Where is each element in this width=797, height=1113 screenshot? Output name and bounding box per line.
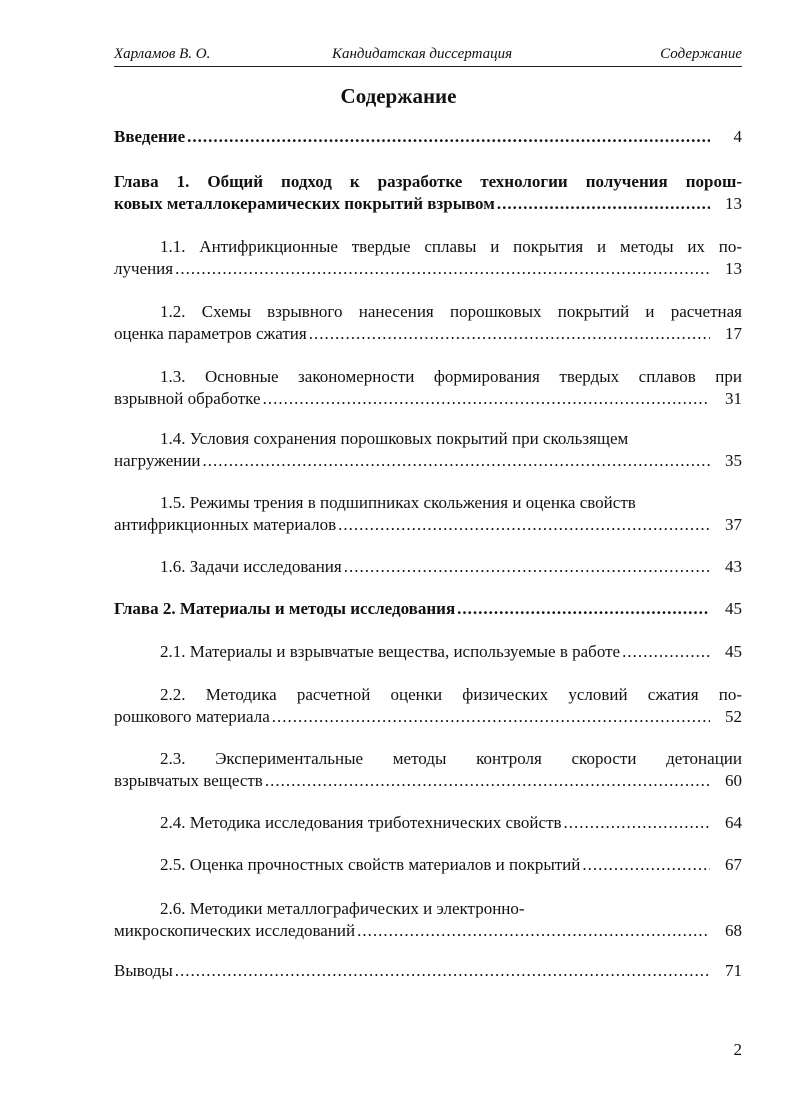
- toc-leader-dots: [457, 598, 710, 620]
- toc-entry-page: 37: [725, 515, 742, 534]
- toc-entry-text: 2.5. Оценка прочностных свойств материалов и покрытий: [160, 855, 581, 874]
- toc-leader-dots: [265, 770, 710, 792]
- toc-leader-dots: [564, 812, 710, 834]
- toc-entry-page: 52: [725, 707, 742, 726]
- toc-entry-text: антифрикционных материалов: [114, 515, 337, 534]
- running-header: [114, 44, 742, 67]
- toc-entry-text: 1.6. Задачи исследования: [160, 557, 342, 576]
- toc-leader-dots: [582, 854, 710, 876]
- toc-entry-page: 45: [725, 642, 742, 661]
- toc-entry-text: Глава 1. Общий подход к разработке технологии получения порош-: [114, 172, 742, 191]
- toc-entry-page: 71: [725, 961, 742, 980]
- header-section: Содержание: [660, 46, 742, 62]
- toc-entry-page: 64: [725, 813, 742, 832]
- page-title: Содержание: [340, 84, 457, 108]
- toc-entry-text: взрывной обработке: [114, 389, 261, 408]
- toc-entry-text: ковых металлокерамических покрытий взрывом: [114, 194, 495, 213]
- toc-leader-dots: [175, 960, 710, 982]
- toc-entry-text: 1.2. Схемы взрывного нанесения порошковых покрытий и расчетная: [160, 302, 742, 321]
- toc-entry-text: Глава 2. Материалы и методы исследования: [114, 599, 456, 618]
- toc-leader-dots: [187, 126, 710, 148]
- toc-leader-dots: [497, 193, 710, 215]
- toc-entry-page: 35: [725, 451, 742, 470]
- toc-entry-text: Введение: [114, 127, 186, 146]
- toc-leader-dots: [344, 556, 710, 578]
- toc-entry-page: 17: [725, 324, 742, 343]
- toc-leader-dots: [622, 641, 710, 663]
- header-doc-type: Кандидатская диссертация: [332, 46, 513, 62]
- toc-entry-text: Выводы: [114, 961, 173, 980]
- toc-entry-text: 1.5. Режимы трения в подшипниках скольжения и оценка свойств: [160, 493, 636, 512]
- toc-leader-dots: [203, 450, 710, 472]
- toc-entry-page: 31: [725, 389, 742, 408]
- toc-entry-text: 1.3. Основные закономерности формирования твердых сплавов при: [160, 367, 742, 386]
- toc-entry-text: рошкового материала: [114, 707, 270, 726]
- toc-entry-page: 45: [725, 599, 742, 618]
- toc-entry-text: 2.4. Методика исследования триботехнических свойств: [160, 813, 562, 832]
- toc-leader-dots: [263, 388, 710, 410]
- toc-leader-dots: [309, 323, 710, 345]
- toc-entry-text: микроскопических исследований: [114, 921, 356, 940]
- toc-entry-text: 1.4. Условия сохранения порошковых покрытий при скользящем: [160, 429, 629, 448]
- toc-entry-text: 2.1. Материалы и взрывчатые вещества, используемые в работе: [160, 642, 621, 661]
- toc-entry-text: 2.6. Методики металлографических и электронно-: [160, 899, 525, 918]
- toc-entry-text: 1.1. Антифрикционные твердые сплавы и покрытия и методы их по-: [160, 237, 742, 256]
- toc-entry-text: 2.2. Методика расчетной оценки физических условий сжатия по-: [160, 685, 742, 704]
- toc-entry-page: 67: [725, 855, 742, 874]
- toc-leader-dots: [357, 920, 710, 942]
- toc-entry-text: оценка параметров сжатия: [114, 324, 307, 343]
- toc-entry-text: нагружении: [114, 451, 201, 470]
- toc-entry-text: взрывчатых веществ: [114, 771, 263, 790]
- toc-entry-page: 4: [733, 127, 742, 146]
- toc-entry-page: 43: [725, 557, 742, 576]
- toc-leader-dots: [175, 258, 710, 280]
- toc-leader-dots: [272, 706, 710, 728]
- toc-entry-page: 60: [725, 771, 742, 790]
- toc-entry-text: лучения: [114, 259, 174, 278]
- header-author: Харламов В. О.: [114, 46, 211, 62]
- toc-entry-page: 68: [725, 921, 742, 940]
- toc-leader-dots: [338, 514, 710, 536]
- toc-entry-page: 13: [725, 194, 742, 213]
- toc-entry-text: 2.3. Экспериментальные методы контроля скорости детонации: [160, 749, 742, 768]
- page-number: 2: [733, 1040, 742, 1059]
- toc-entry-page: 13: [725, 259, 742, 278]
